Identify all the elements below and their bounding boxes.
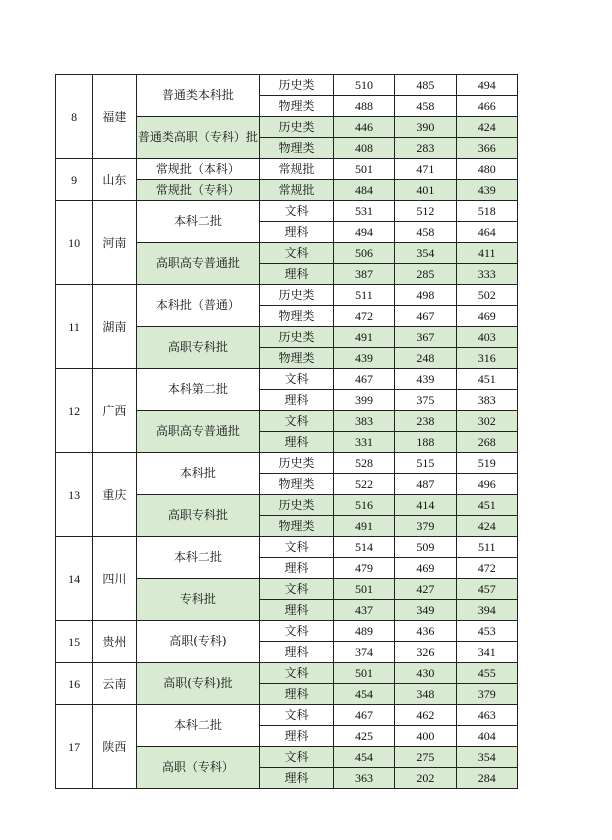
batch-cell: 常规批（本科） (136, 159, 260, 180)
subject-cell: 理科 (260, 390, 333, 411)
province-cell: 广西 (93, 369, 136, 453)
batch-cell: 高职(专科)批 (136, 663, 260, 705)
batch-cell: 本科批（普通） (136, 285, 260, 327)
score-cell-3: 519 (456, 453, 517, 474)
score-cell-2: 367 (395, 327, 456, 348)
score-cell-1: 363 (333, 768, 394, 789)
score-cell-1: 331 (333, 432, 394, 453)
score-cell-2: 248 (395, 348, 456, 369)
province-cell: 四川 (93, 537, 136, 621)
score-cell-2: 430 (395, 663, 456, 684)
subject-cell: 历史类 (260, 285, 333, 306)
subject-cell: 文科 (260, 747, 333, 768)
table-row (56, 621, 518, 642)
batch-cell: 专科批 (136, 579, 260, 621)
subject-cell: 常规批 (260, 159, 333, 180)
score-cell-3: 424 (456, 516, 517, 537)
score-cell-3: 469 (456, 306, 517, 327)
score-cell-3: 424 (456, 117, 517, 138)
score-cell-2: 401 (395, 180, 456, 201)
score-cell-2: 238 (395, 411, 456, 432)
score-cell-3: 354 (456, 747, 517, 768)
batch-cell: 常规批（专科） (136, 180, 260, 201)
score-cell-1: 484 (333, 180, 394, 201)
batch-cell: 本科二批 (136, 537, 260, 579)
score-cell-2: 427 (395, 579, 456, 600)
batch-cell: 高职专科批 (136, 327, 260, 369)
score-cell-3: 511 (456, 537, 517, 558)
score-cell-1: 522 (333, 474, 394, 495)
subject-cell: 理科 (260, 768, 333, 789)
score-cell-2: 469 (395, 558, 456, 579)
score-cell-3: 457 (456, 579, 517, 600)
score-cell-3: 403 (456, 327, 517, 348)
subject-cell: 理科 (260, 222, 333, 243)
score-cell-1: 501 (333, 663, 394, 684)
batch-cell: 本科二批 (136, 705, 260, 747)
table-row (56, 285, 518, 306)
score-cell-2: 498 (395, 285, 456, 306)
score-cell-2: 515 (395, 453, 456, 474)
score-cell-2: 414 (395, 495, 456, 516)
row-number: 11 (56, 285, 93, 369)
province-cell: 云南 (93, 663, 136, 705)
score-cell-1: 511 (333, 285, 394, 306)
score-cell-2: 512 (395, 201, 456, 222)
score-cell-1: 479 (333, 558, 394, 579)
subject-cell: 理科 (260, 600, 333, 621)
score-cell-3: 366 (456, 138, 517, 159)
subject-cell: 文科 (260, 201, 333, 222)
score-cell-3: 439 (456, 180, 517, 201)
row-number: 14 (56, 537, 93, 621)
score-cell-3: 472 (456, 558, 517, 579)
subject-cell: 理科 (260, 432, 333, 453)
score-cell-1: 528 (333, 453, 394, 474)
subject-cell: 理科 (260, 684, 333, 705)
row-number: 15 (56, 621, 93, 663)
province-cell: 河南 (93, 201, 136, 285)
score-cell-1: 446 (333, 117, 394, 138)
batch-cell: 高职（专科） (136, 747, 260, 789)
score-cell-2: 354 (395, 243, 456, 264)
score-cell-1: 488 (333, 96, 394, 117)
score-cell-1: 472 (333, 306, 394, 327)
score-cell-1: 374 (333, 642, 394, 663)
score-cell-2: 458 (395, 222, 456, 243)
subject-cell: 文科 (260, 663, 333, 684)
score-cell-3: 502 (456, 285, 517, 306)
batch-cell: 高职高专普通批 (136, 411, 260, 453)
score-cell-1: 408 (333, 138, 394, 159)
row-number: 12 (56, 369, 93, 453)
score-cell-2: 379 (395, 516, 456, 537)
score-cell-3: 496 (456, 474, 517, 495)
score-cell-2: 326 (395, 642, 456, 663)
subject-cell: 物理类 (260, 306, 333, 327)
table-row (56, 537, 518, 558)
score-cell-2: 487 (395, 474, 456, 495)
table-row (56, 159, 518, 180)
score-table-body (56, 75, 518, 789)
score-cell-3: 404 (456, 726, 517, 747)
score-table (55, 74, 518, 789)
subject-cell: 文科 (260, 705, 333, 726)
score-cell-1: 383 (333, 411, 394, 432)
subject-cell: 物理类 (260, 138, 333, 159)
row-number: 8 (56, 75, 93, 159)
score-cell-3: 466 (456, 96, 517, 117)
row-number: 16 (56, 663, 93, 705)
row-number: 10 (56, 201, 93, 285)
score-cell-2: 202 (395, 768, 456, 789)
score-cell-1: 425 (333, 726, 394, 747)
table-row (56, 201, 518, 222)
score-cell-1: 514 (333, 537, 394, 558)
batch-cell: 高职专科批 (136, 495, 260, 537)
score-cell-2: 188 (395, 432, 456, 453)
score-cell-2: 348 (395, 684, 456, 705)
score-cell-3: 464 (456, 222, 517, 243)
table-row (56, 663, 518, 684)
score-cell-2: 436 (395, 621, 456, 642)
score-cell-2: 509 (395, 537, 456, 558)
score-cell-3: 451 (456, 369, 517, 390)
score-cell-2: 390 (395, 117, 456, 138)
province-cell: 陕西 (93, 705, 136, 789)
score-cell-3: 333 (456, 264, 517, 285)
table-row (56, 75, 518, 96)
score-cell-3: 394 (456, 600, 517, 621)
score-cell-2: 485 (395, 75, 456, 96)
batch-cell: 本科二批 (136, 201, 260, 243)
score-cell-1: 510 (333, 75, 394, 96)
row-number: 13 (56, 453, 93, 537)
province-cell: 山东 (93, 159, 136, 201)
row-number: 17 (56, 705, 93, 789)
subject-cell: 物理类 (260, 96, 333, 117)
score-cell-2: 458 (395, 96, 456, 117)
score-cell-3: 341 (456, 642, 517, 663)
score-cell-1: 489 (333, 621, 394, 642)
subject-cell: 常规批 (260, 180, 333, 201)
score-cell-1: 467 (333, 705, 394, 726)
score-cell-1: 454 (333, 684, 394, 705)
subject-cell: 历史类 (260, 453, 333, 474)
subject-cell: 物理类 (260, 516, 333, 537)
subject-cell: 理科 (260, 558, 333, 579)
score-cell-2: 275 (395, 747, 456, 768)
score-cell-3: 302 (456, 411, 517, 432)
province-cell: 贵州 (93, 621, 136, 663)
subject-cell: 历史类 (260, 495, 333, 516)
score-cell-3: 455 (456, 663, 517, 684)
score-cell-2: 285 (395, 264, 456, 285)
batch-cell: 高职高专普通批 (136, 243, 260, 285)
subject-cell: 历史类 (260, 327, 333, 348)
subject-cell: 物理类 (260, 474, 333, 495)
score-cell-1: 439 (333, 348, 394, 369)
score-cell-3: 480 (456, 159, 517, 180)
score-cell-2: 462 (395, 705, 456, 726)
score-cell-2: 400 (395, 726, 456, 747)
table-row (56, 453, 518, 474)
table-row (56, 705, 518, 726)
subject-cell: 文科 (260, 411, 333, 432)
province-cell: 福建 (93, 75, 136, 159)
subject-cell: 文科 (260, 243, 333, 264)
score-cell-2: 467 (395, 306, 456, 327)
score-cell-3: 518 (456, 201, 517, 222)
score-cell-1: 437 (333, 600, 394, 621)
score-cell-1: 399 (333, 390, 394, 411)
table-row (56, 369, 518, 390)
score-cell-2: 283 (395, 138, 456, 159)
subject-cell: 历史类 (260, 75, 333, 96)
subject-cell: 理科 (260, 642, 333, 663)
score-cell-2: 375 (395, 390, 456, 411)
batch-cell: 本科第二批 (136, 369, 260, 411)
score-cell-3: 494 (456, 75, 517, 96)
score-cell-1: 501 (333, 579, 394, 600)
score-cell-3: 284 (456, 768, 517, 789)
batch-cell: 普通类高职（专科）批 (136, 117, 260, 159)
score-cell-1: 501 (333, 159, 394, 180)
score-cell-2: 349 (395, 600, 456, 621)
score-cell-3: 453 (456, 621, 517, 642)
score-cell-1: 387 (333, 264, 394, 285)
subject-cell: 文科 (260, 579, 333, 600)
row-number: 9 (56, 159, 93, 201)
score-cell-3: 268 (456, 432, 517, 453)
batch-cell: 普通类本科批 (136, 75, 260, 117)
score-cell-1: 506 (333, 243, 394, 264)
score-cell-1: 467 (333, 369, 394, 390)
score-cell-2: 471 (395, 159, 456, 180)
subject-cell: 理科 (260, 726, 333, 747)
score-cell-1: 491 (333, 327, 394, 348)
batch-cell: 本科批 (136, 453, 260, 495)
subject-cell: 物理类 (260, 348, 333, 369)
score-cell-1: 516 (333, 495, 394, 516)
score-cell-3: 379 (456, 684, 517, 705)
score-cell-3: 463 (456, 705, 517, 726)
score-cell-3: 411 (456, 243, 517, 264)
score-cell-3: 383 (456, 390, 517, 411)
subject-cell: 文科 (260, 537, 333, 558)
score-cell-1: 531 (333, 201, 394, 222)
score-cell-2: 439 (395, 369, 456, 390)
subject-cell: 文科 (260, 621, 333, 642)
province-cell: 湖南 (93, 285, 136, 369)
subject-cell: 历史类 (260, 117, 333, 138)
score-cell-1: 491 (333, 516, 394, 537)
score-cell-3: 451 (456, 495, 517, 516)
score-cell-1: 494 (333, 222, 394, 243)
batch-cell: 高职(专科) (136, 621, 260, 663)
score-cell-3: 316 (456, 348, 517, 369)
subject-cell: 文科 (260, 369, 333, 390)
province-cell: 重庆 (93, 453, 136, 537)
subject-cell: 理科 (260, 264, 333, 285)
score-cell-1: 454 (333, 747, 394, 768)
